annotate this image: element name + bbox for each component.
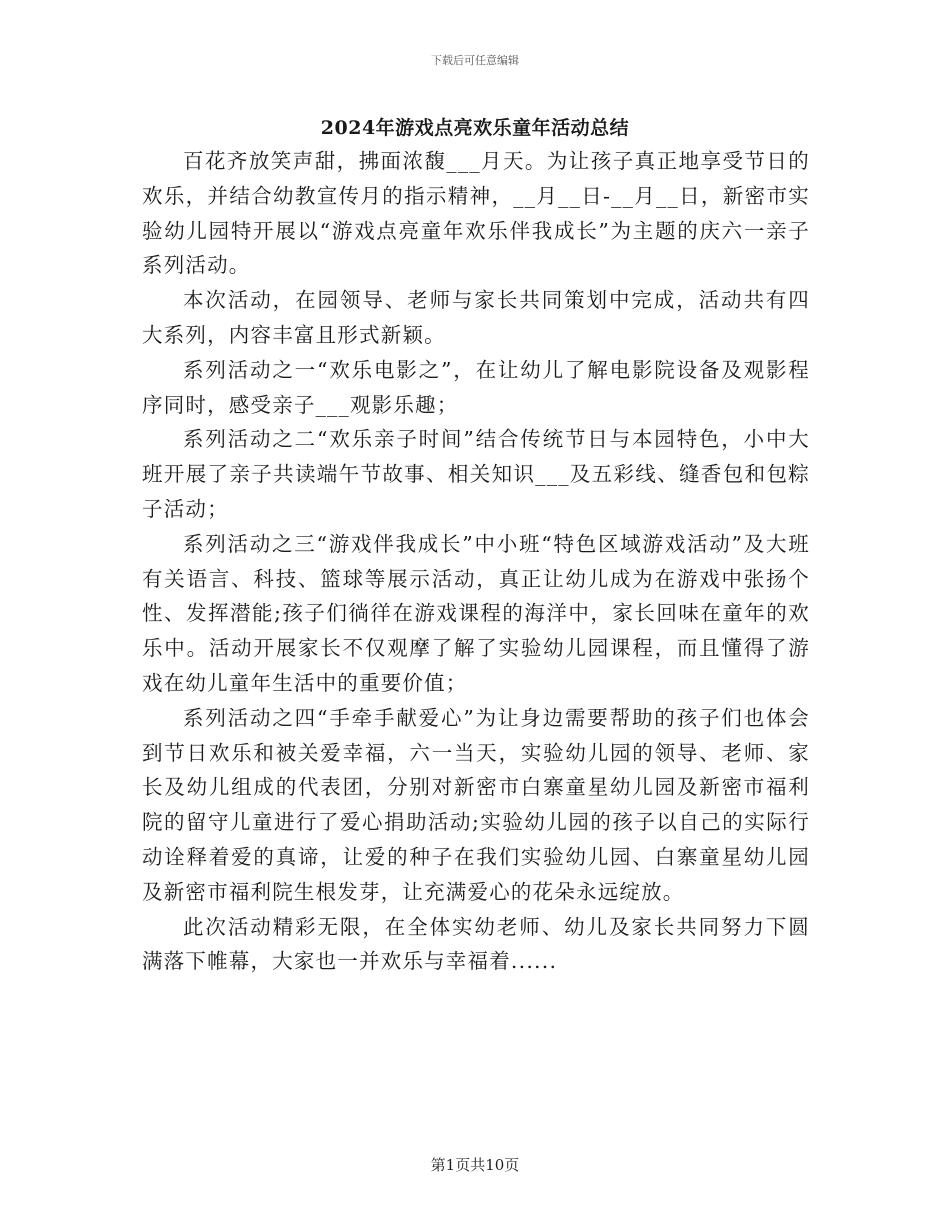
paragraph-series-one: 系列活动之一“欢乐电影之”，在让幼儿了解电影院设备及观影程序同时，感受亲子___观影乐趣； — [142, 357, 810, 417]
page-header-note: 下载后可任意编辑 — [431, 54, 519, 67]
page-number: 第1页共10页 — [430, 1156, 520, 1174]
paragraph-conclusion: 此次活动精彩无限，在全体实幼老师、幼儿及家长共同努力下圆满落下帷幕，大家也一并欢乐与幸福着...... — [142, 914, 810, 974]
paragraph-series-four: 系列活动之四“手牵手献爱心”为让身边需要帮助的孩子们也体会到节日欢乐和被关爱幸福，六一当天，实验幼儿园的领导、老师、家长及幼儿组成的代表团，分别对新密市白寨童星幼儿园及新密市福利院的留守儿童进行了爱心捐助活动;实验幼儿园的孩子以自己的实际行动诠释着爱的真谛，让爱的种子在我们实验幼儿园、白寨童星幼儿园及新密市福利院生根发芽，让充满爱心的花朵永远绽放。 — [142, 705, 810, 904]
paragraph-overview: 本次活动，在园领导、老师与家长共同策划中完成，活动共有四大系列，内容丰富且形式新颖。 — [142, 288, 810, 347]
document-body — [142, 144, 810, 979]
paragraph-series-two: 系列活动之二“欢乐亲子时间”结合传统节日与本园特色，小中大班开展了亲子共读端午节故事、相关知识___及五彩线、缝香包和包粽子活动； — [142, 427, 810, 521]
paragraph-intro: 百花齐放笑声甜，拂面浓馥___月天。为让孩子真正地享受节日的欢乐，并结合幼教宣传月的指示精神，__月__日-__月__日，新密市实验幼儿园特开展以“游戏点亮童年欢乐伴我成长”为主题的庆六一亲子系列活动。 — [142, 149, 810, 278]
document-title: 2024年游戏点亮欢乐童年活动总结 — [320, 117, 630, 139]
paragraph-series-three: 系列活动之三“游戏伴我成长”中小班“特色区域游戏活动”及大班有关语言、科技、篮球等展示活动，真正让幼儿成为在游戏中张扬个性、发挥潜能;孩子们徜徉在游戏课程的海洋中，家长回味在童年的欢乐中。活动开展家长不仅观摩了解了实验幼儿园课程，而且懂得了游戏在幼儿童年生活中的重要价值； — [142, 531, 810, 695]
